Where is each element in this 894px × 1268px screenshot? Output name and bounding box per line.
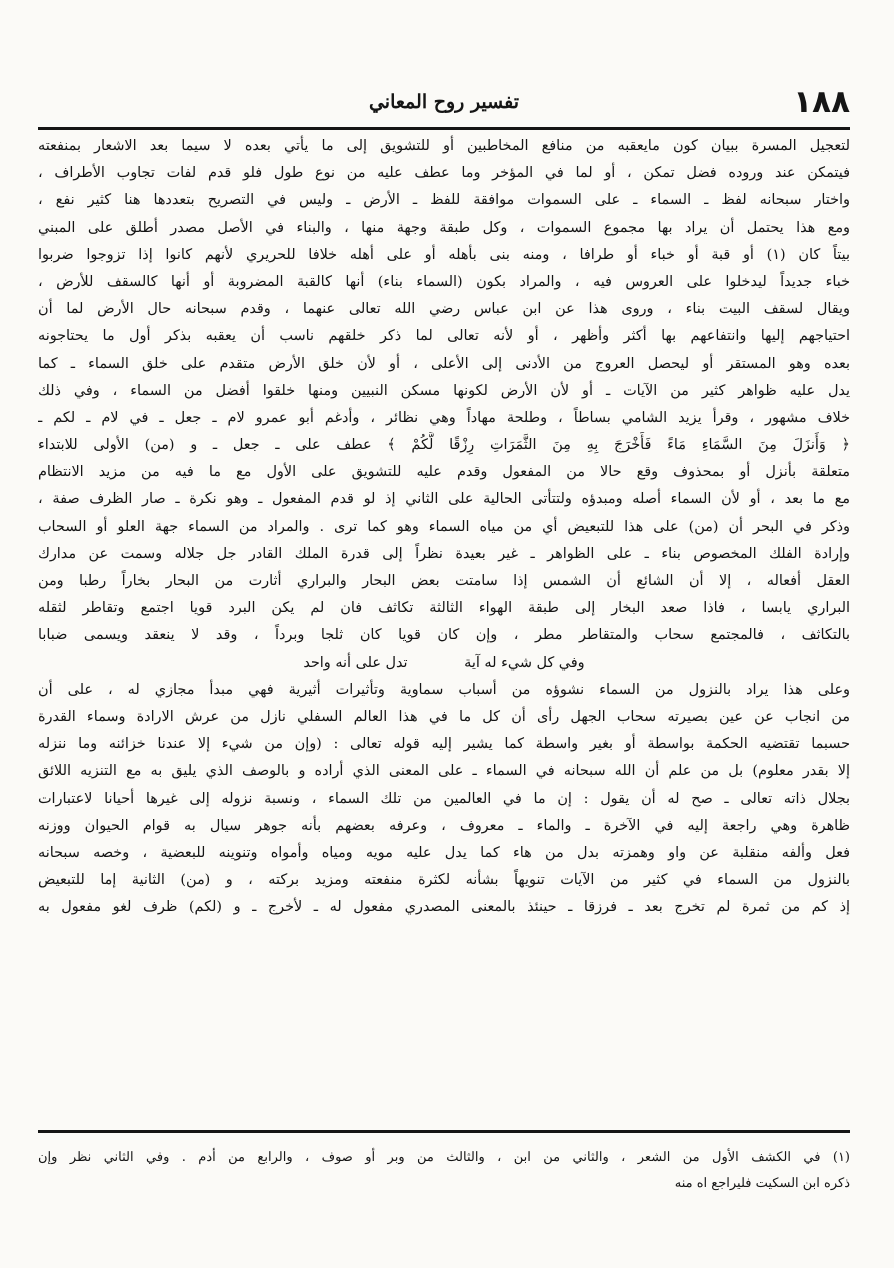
text-line: فيتمكن عند وروده فضل تمكن ، أو لما في المؤخر وما عطف عليه من نوع طول فلو قدم لفات تجاوب الأطراف ، bbox=[38, 165, 850, 182]
poetry-verse bbox=[38, 650, 850, 677]
footnote-line: ذكره ابن السكيت فليراجع اه منه bbox=[674, 1176, 850, 1191]
book-page bbox=[38, 82, 850, 1232]
text-line: ويقال لسقف البيت بناء ، وروى هذا عن ابن عباس رضي الله تعالى عنهما ، وقدم سبحانه حال الأرض لما أن bbox=[38, 301, 850, 318]
text-line: مع ما بعد ، أو لأن السماء أصله ومبدؤه ولتتأتى الحالية على الثاني إذ لو قدم المفعول ـ وهو نكرة ـ صار الظرف صفة ، bbox=[38, 491, 850, 508]
text-line: بالنزول من السماء في كثير من الآيات تنويهاً بشأنه لكثرة منفعته ومزيد بركته ، و (من) الثانية إما للتبعيض bbox=[38, 872, 850, 889]
text-line: البراري يابسا ، فاذا صعد البخار إلى طبقة الهواء الثالثة تكاثف فان لم يكن البرد قويا اجتمع وتقاطر لثقله bbox=[38, 600, 850, 617]
text-line: لتعجيل المسرة ببيان كون مايعقبه من منافع المخاطبين أو للتشويق إلى ما يأتي بعده لا سيما بعد الاشعار بمنفعته bbox=[38, 138, 850, 154]
text-line: بالتكاثف ، فالمجتمع سحاب والمتقاطر مطر ، وإن كان قويا كان ثلجا وبرداً ، وقد لا ينعقد ويسمى ضبابا bbox=[38, 627, 850, 644]
text-line: وإرادة الفلك المخصوص بناء ـ على الظواهر ـ غير بعيدة نظراً إلى قدرة الملك القادر جل جلاله وسمت عن مدارك bbox=[38, 545, 850, 562]
text-line: إلا بقدر معلوم) بل من علم أن الله سبحانه في السماء ـ على المعنى الذي أراده و بالوصف الذي يليق به مع التنزيه اللائق bbox=[38, 763, 850, 780]
text-line: بعده وهو المستقر أو ليحصل العروج من الأدنى إلى الأعلى ، أو لأن خلق الأرض متقدم على خلق السماء ـ كما bbox=[38, 355, 850, 372]
footnote-line: (١) في الكشف الأول من الشعر ، والثاني من ابن ، والثالث من وبر أو صوف ، والرابع من أدم . وفي الثاني نظر وإن bbox=[38, 1150, 850, 1165]
text-line: إذ كم من ثمرة لم تخرج بعد ـ فرزقا ـ حينئذ بالمعنى المصدري مفعول له ـ لأخرج ـ و (لكم) ظرف لغو مفعول به bbox=[38, 899, 850, 916]
text-line: ومع هذا يحتمل أن يراد بها مجموع السموات ، وكل طبقة وجهة منها ، والبناء في الأصل مصدر أطلق على المبني bbox=[38, 219, 850, 236]
text-line: وذكر في البحر أن (من) على هذا للتبعيض أي من مياه السماء وهو كما ترى . والمراد من السماء جهة العلو أو السحاب bbox=[38, 518, 850, 535]
text-line: من انجاب عن عين بصيرته سحاب الجهل رأى أن كل ما في هذا العالم السفلي نازل من عرش الارادة وسماء القدرة bbox=[38, 708, 850, 725]
quran-verse-line: ﴿ وَأَنزَلَ مِنَ السَّمَاءِ مَاءً فَأَخْرَجَ بِهِ مِنَ الثَّمَرَاتِ رِزْقًا لَّكُمْ ﴾ عطف على ـ جعل ـ و (من) الأولى للابتداء bbox=[38, 437, 850, 454]
text-line: خلاف مشهور ، وقرأ يزيد الشامي بساطاً ، وطلحة مهاداً وهي نظائر ، وأدغم أبو عمرو لام ـ جعل ـ في لام ـ لكم ـ bbox=[38, 409, 850, 426]
text-line: العقل أفعاله ، إلا أن الشائع أن الشمس إذا سامتت بعض البحار والبراري أثارت من البحار بخاراً رطبا ومن bbox=[38, 573, 850, 589]
footnotes bbox=[38, 1145, 850, 1197]
verse-hemistich-left: تدل على أنه واحد bbox=[303, 654, 408, 671]
text-line: واختار سبحانه لفظ ـ السماء ـ على السموات موافقة للفظ ـ الأرض ـ وليس في التصريح بتعددها هنا كثير نفع ، bbox=[38, 192, 850, 209]
text-line: احتياجهم إليها وانتفاعهم بها أكثر وأظهر ، أو لأنه تعالى لما ذكر خلقهم ناسب أن يعقبه بذكر أول ما يحتاجونه bbox=[38, 328, 850, 345]
verse-hemistich-right: وفي كل شيء له آية bbox=[464, 654, 585, 671]
text-line: فعل وألفه منقلبة عن واو وهمزته بدل من هاء كما يدل عليه مويه ومياه وأمواه وتنوينه للبعضية ، وخصه سبحانه bbox=[38, 844, 850, 861]
text-line: متعلقة بأنزل أو بمحذوف وقع حالا من المفعول وقدم عليه للتشويق على الأول مع ما فيه من مزيد الانتظام bbox=[38, 464, 850, 481]
text-line: وعلى هذا يراد بالنزول من السماء نشوؤه من أسباب سماوية وتأثيرات أثيرية فهي مبدأ مجازي له ، على أن bbox=[38, 681, 850, 698]
page-header bbox=[38, 82, 850, 126]
text-line: بيتاً كان (١) أو قبة أو خباء أو طرافا ، ومنه بنى بأهله أو على أهله خلافا للحريري لأنهم كانوا إذا تزوجوا ضربوا bbox=[38, 246, 850, 263]
running-title: تفسير روح المعاني bbox=[368, 91, 520, 113]
text-line: ظاهرة وهي راجعة إليه في الآخرة ـ والماء ـ معروف ، وعرفه بعضهم بأنه جوهر سيال به قوام الحيوان ووزنه bbox=[38, 817, 850, 834]
page-number: ١٨٨ bbox=[793, 84, 850, 120]
commentary-text bbox=[38, 133, 850, 921]
text-line: خباء جديداً ليدخلوا على العروس فيه ، والمراد بكون (السماء بناء) أنها كالقبة المضروبة أو أنها كالسقف للأرض ، bbox=[38, 273, 850, 290]
header-rule bbox=[38, 127, 850, 130]
text-line: بجلال ذاته تعالى ـ صح له أن يقول : إن ما في العالمين من تلك السماء ، ونسبة نزوله إلى غيرها أحيانا لاعتبارات bbox=[38, 790, 850, 807]
text-line: حسبما تقتضيه الحكمة بواسطة أو بغير واسطة كما يشير إليه قوله تعالى : (وإن من شيء إلا عندنا خزائنه وما ننزله bbox=[38, 736, 850, 753]
text-line: يدل عليه ظواهر كثير من الآيات ـ أو لأن الأرض لكونها مسكن النبيين ومنها خلقوا أفضل من السماء ، وفي ذلك bbox=[38, 382, 850, 399]
footnote-rule bbox=[38, 1130, 850, 1133]
